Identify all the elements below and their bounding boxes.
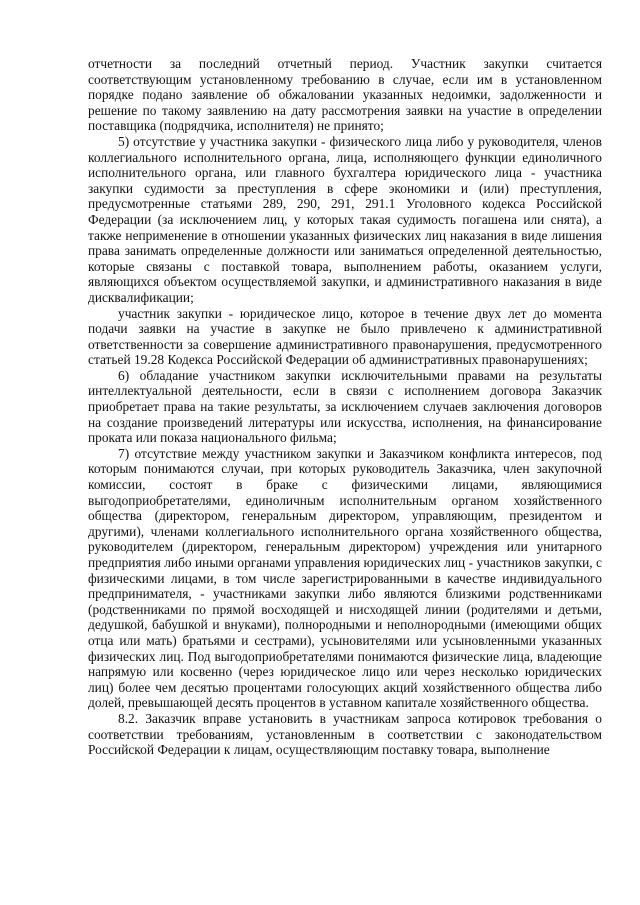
paragraph-item-6: 6) обладание участником закупки исключительными правами на результаты интеллектуальной деятельности, если в связи с исполнением договора Заказчик приобретает права на такие результаты, за исключением случаев заключения договоров на создание произведений литературы или искусства, исполнения, на финансирование проката или показа национального фильма; <box>88 367 602 446</box>
paragraph-section-8-2: 8.2. Заказчик вправе установить в участникам запроса котировок требования о соответствии требованиям, установленным в соответствии с законодательством Российской Федерации к лицам, осуществляющим поставку товара, выполнение <box>88 710 602 758</box>
paragraph-item-7: 7) отсутствие между участником закупки и Заказчиком конфликта интересов, под которым понимаются случаи, при которых руководитель Заказчика, член закупочной комиссии, состоят в браке с физическими лицами, являющимися выгодоприобретателями, единоличным исполнительным органом хозяйственного общества (директором, генеральным директором, управляющим, президентом и другими), членами коллегиального исполнительного органа хозяйственного общества, руководителем (директором, генеральным директором) учреждения или унитарного предприятия либо иными органами управления юридических лиц - участников закупки, с физическими лицами, в том числе зарегистрированными в качестве индивидуального предпринимателя, - участниками закупки либо являются близкими родственниками (родственниками по прямой восходящей и нисходящей линии (родителями и детьми, дедушкой, бабушкой и внуками), полнородными и неполнородными (имеющими общих отца или мать) братьями и сестрами), усыновителями или усыновленными указанных физических лиц. Под выгодоприобретателями понимаются физические лица, владеющие напрямую или косвенно (через юридическое лицо или через несколько юридических лиц) более чем десятью процентами голосующих акций хозяйственного общества либо долей, превышающей десять процентов в уставном капитале хозяйственного общества. <box>88 445 602 711</box>
paragraph-item-5: 5) отсутствие у участника закупки - физического лица либо у руководителя, членов коллегиального исполнительного органа, лица, исполняющего функции единоличного исполнительного органа, или главного бухгалтера юридического лица - участника закупки судимости за преступления в сфере экономики и (или) преступления, предусмотренные статьями 289, 290, 291, 291.1 Уголовного кодекса Российской Федерации (за исключением лиц, у которых такая судимость погашена или снята), а также неприменение в отношении указанных физических лиц наказания в виде лишения права занимать определенные должности или заниматься определенной деятельностью, которые связаны с поставкой товара, выполнением работы, оказанием услуги, являющихся объектом осуществляемой закупки, и административного наказания в виде дисквалификации; <box>88 133 602 305</box>
paragraph-continuation: отчетности за последний отчетный период. Участник закупки считается соответствующим установленному требованию в случае, если им в установленном порядке подано заявление об обжаловании указанных недоимки, задолженности и решение по такому заявлению на дату рассмотрения заявки на участие в определении поставщика (подрядчика, исполнителя) не принято; <box>88 56 602 134</box>
document-page <box>88 56 602 758</box>
paragraph-legal-entity: участник закупки - юридическое лицо, которое в течение двух лет до момента подачи заявки на участие в закупке не было привлечено к административной ответственности за совершение административного правонарушения, предусмотренного статьей 19.28 Кодекса Российской Федерации об административных правонарушениях; <box>88 305 602 368</box>
